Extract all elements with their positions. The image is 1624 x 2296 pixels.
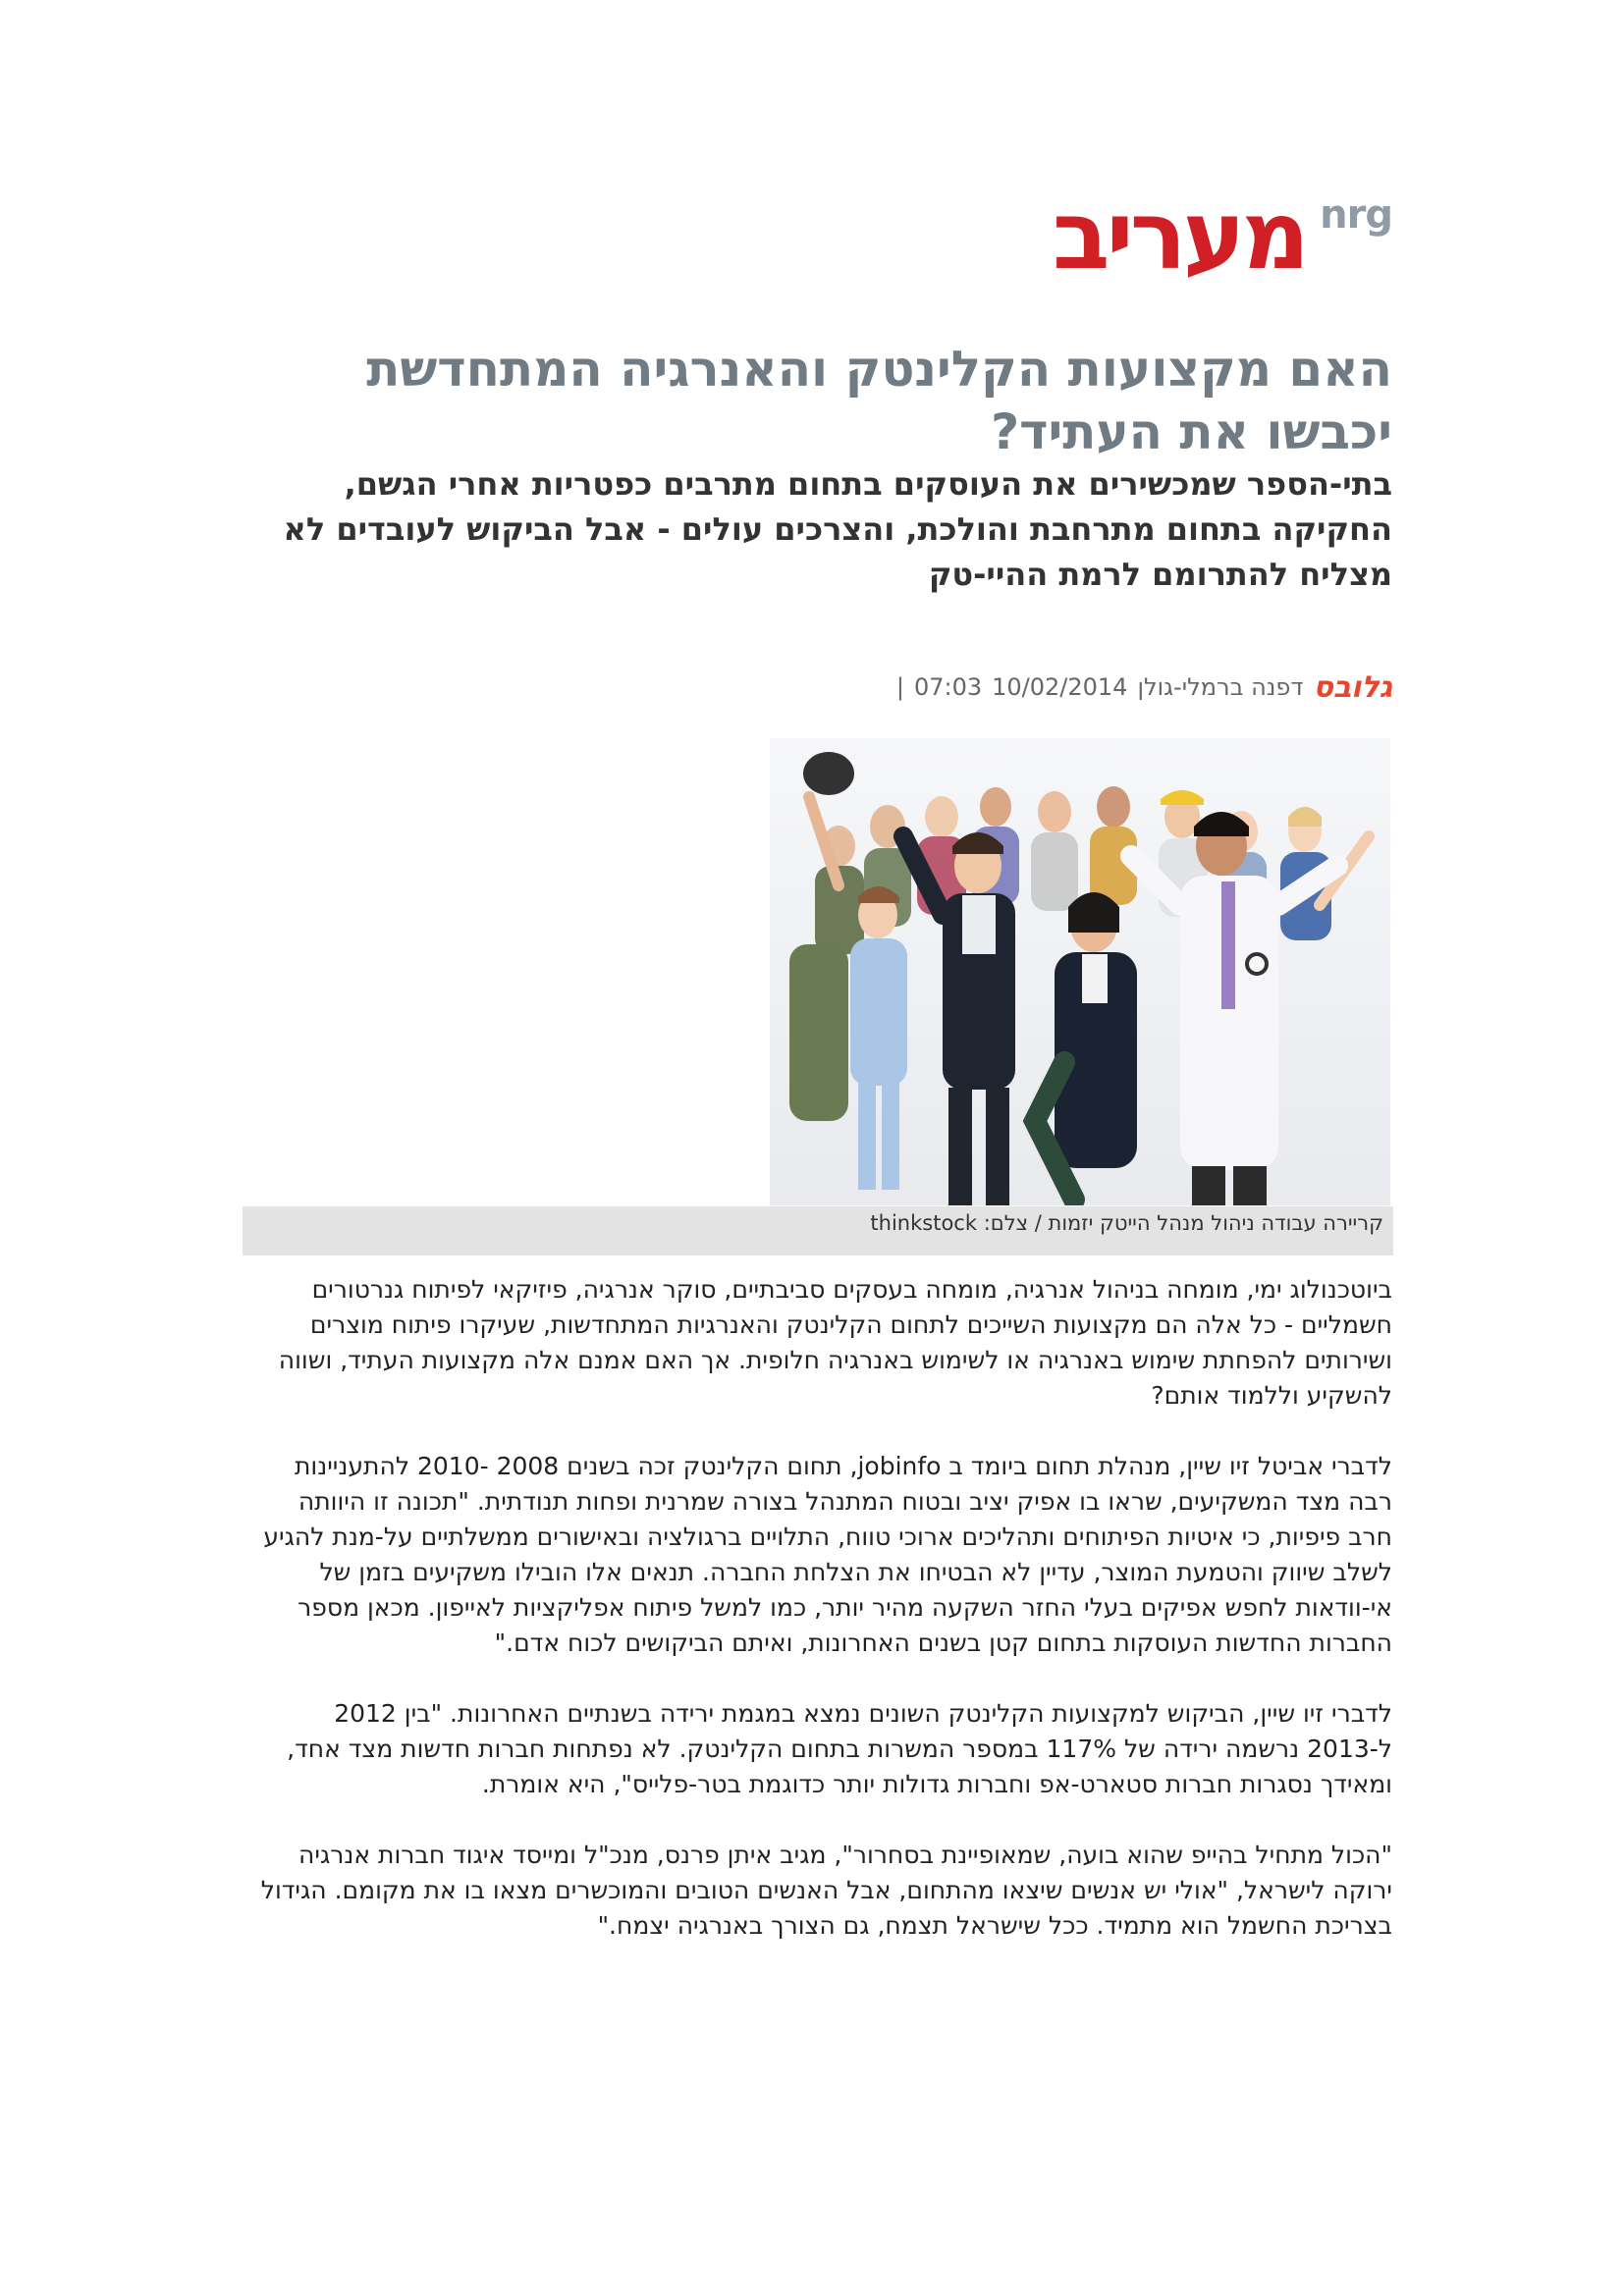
body-paragraph: ביוטכנולוג ימי, מומחה בניהול אנרגיה, מומחה בעסקים סביבתיים, סוקר אנרגיה, פיזיקאי לפיתוח גנרטורים חשמליים - כל אלה הם מקצועות השייכים לתחום הקלינטק והאנרגיות המתחדשות, שעיקרו פיתוח מוצרים ושירותים להפחתת שימוש באנרגיה או לשימוש באנרגיה חלופית. אך האם אמנם אלה מקצועות העתיד, ושווה להשקיע וללמוד אותם? (278, 1275, 1392, 1410)
body-paragraph: "הכול מתחיל בהייפ שהוא בועה, שמאופיינת בסחרור", מגיב איתן פרנס, מנכ"ל ומייסד איגוד חברות אנרגיה ירוקה לישראל, "אולי יש אנשים שיצאו מהתחום, אבל האנשים הטובים והמוכשרים מצאו בו את מקומם. הגידול בצריכת החשמל הוא מתמיד. ככל שישראל תצמח, גם הצורך באנרגיה יצמח." (260, 1841, 1392, 1940)
body-paragraph: לדברי אביטל זיו שיין, מנהלת תחום ביומד ב jobinfo, תחום הקלינטק זכה בשנים 2008 -2010 להתעניינות רבה מצד המשקיעים, שראו בו אפיק יציב ובטוח המתנהל בצורה שמרנית ופחות תנודתית. "תכונה זו היוותה חרב פיפיות, כי איטיות הפיתוחים ותהליכים ארוכי טווח, התלויים ברגולציה ובאישורים ממשלתיים על-מנת להגיע לשלב שיווק והטמעת המוצר, עדיין לא הבטיחו את הצלחת החברה. תנאים אלו הובילו משקיעים בזמן של אי-וודאות לחפש אפיקים בעלי החזר השקעה מהיר יותר, כמו למשל פיתוח אפליקציות לאייפון. מכאן מספר החברות החדשות העוסקות בתחום קטן בשנים האחרונות, ואיתם הביקושים לכוח אדם." (263, 1452, 1392, 1657)
publish-time: 07:03 (913, 673, 983, 701)
article-headline: האם מקצועות הקלינטק והאנרגיה המתחדשת יכבשו את העתיד? (366, 341, 1392, 460)
article-photo (770, 738, 1390, 1205)
publish-date: 10/02/2014 (992, 673, 1128, 701)
author-name[interactable]: דפנה ברמלי-גולן (1137, 673, 1304, 701)
masthead-logo[interactable] (992, 181, 1392, 291)
nrg-logo-prefix: nrg (1320, 192, 1392, 238)
body-paragraph: לדברי זיו שיין, הביקוש למקצועות הקלינטק השונים נמצא במגמת ירידה בשנתיים האחרונות. "בין 2012 ל-2013 נרשמה ירידה של 117% במספר המשרות בתחום הקלינטק. לא נפתחות חברות חדשות מצד אחד, ומאידך נסגרות חברות סטארט-אפ וחברות גדולות יותר כדוגמת בטר-פלייס", היא אומרת. (287, 1699, 1392, 1798)
byline-separator: | (895, 673, 904, 701)
globes-source-logo[interactable]: גלובס (1313, 670, 1392, 705)
article-body (253, 1272, 1392, 1979)
article-byline (844, 670, 1392, 710)
article-subheadline: בתי-הספר שמכשירים את העוסקים בתחום מתרבים כפטריות אחרי הגשם, החקיקה בתחום מתרחבת והולכת, והצרכים עולים - אבל הביקוש לעובדים לא מצליח להתרומם לרמת ההיי-טק (283, 465, 1392, 593)
photo-caption: קריירה עבודה ניהול מנהל הייטק יזמות / צלם: thinkstock (243, 1206, 1393, 1255)
maariv-logo-text: מעריב (1052, 181, 1306, 291)
crowd-of-workers-illustration (770, 738, 1390, 1205)
